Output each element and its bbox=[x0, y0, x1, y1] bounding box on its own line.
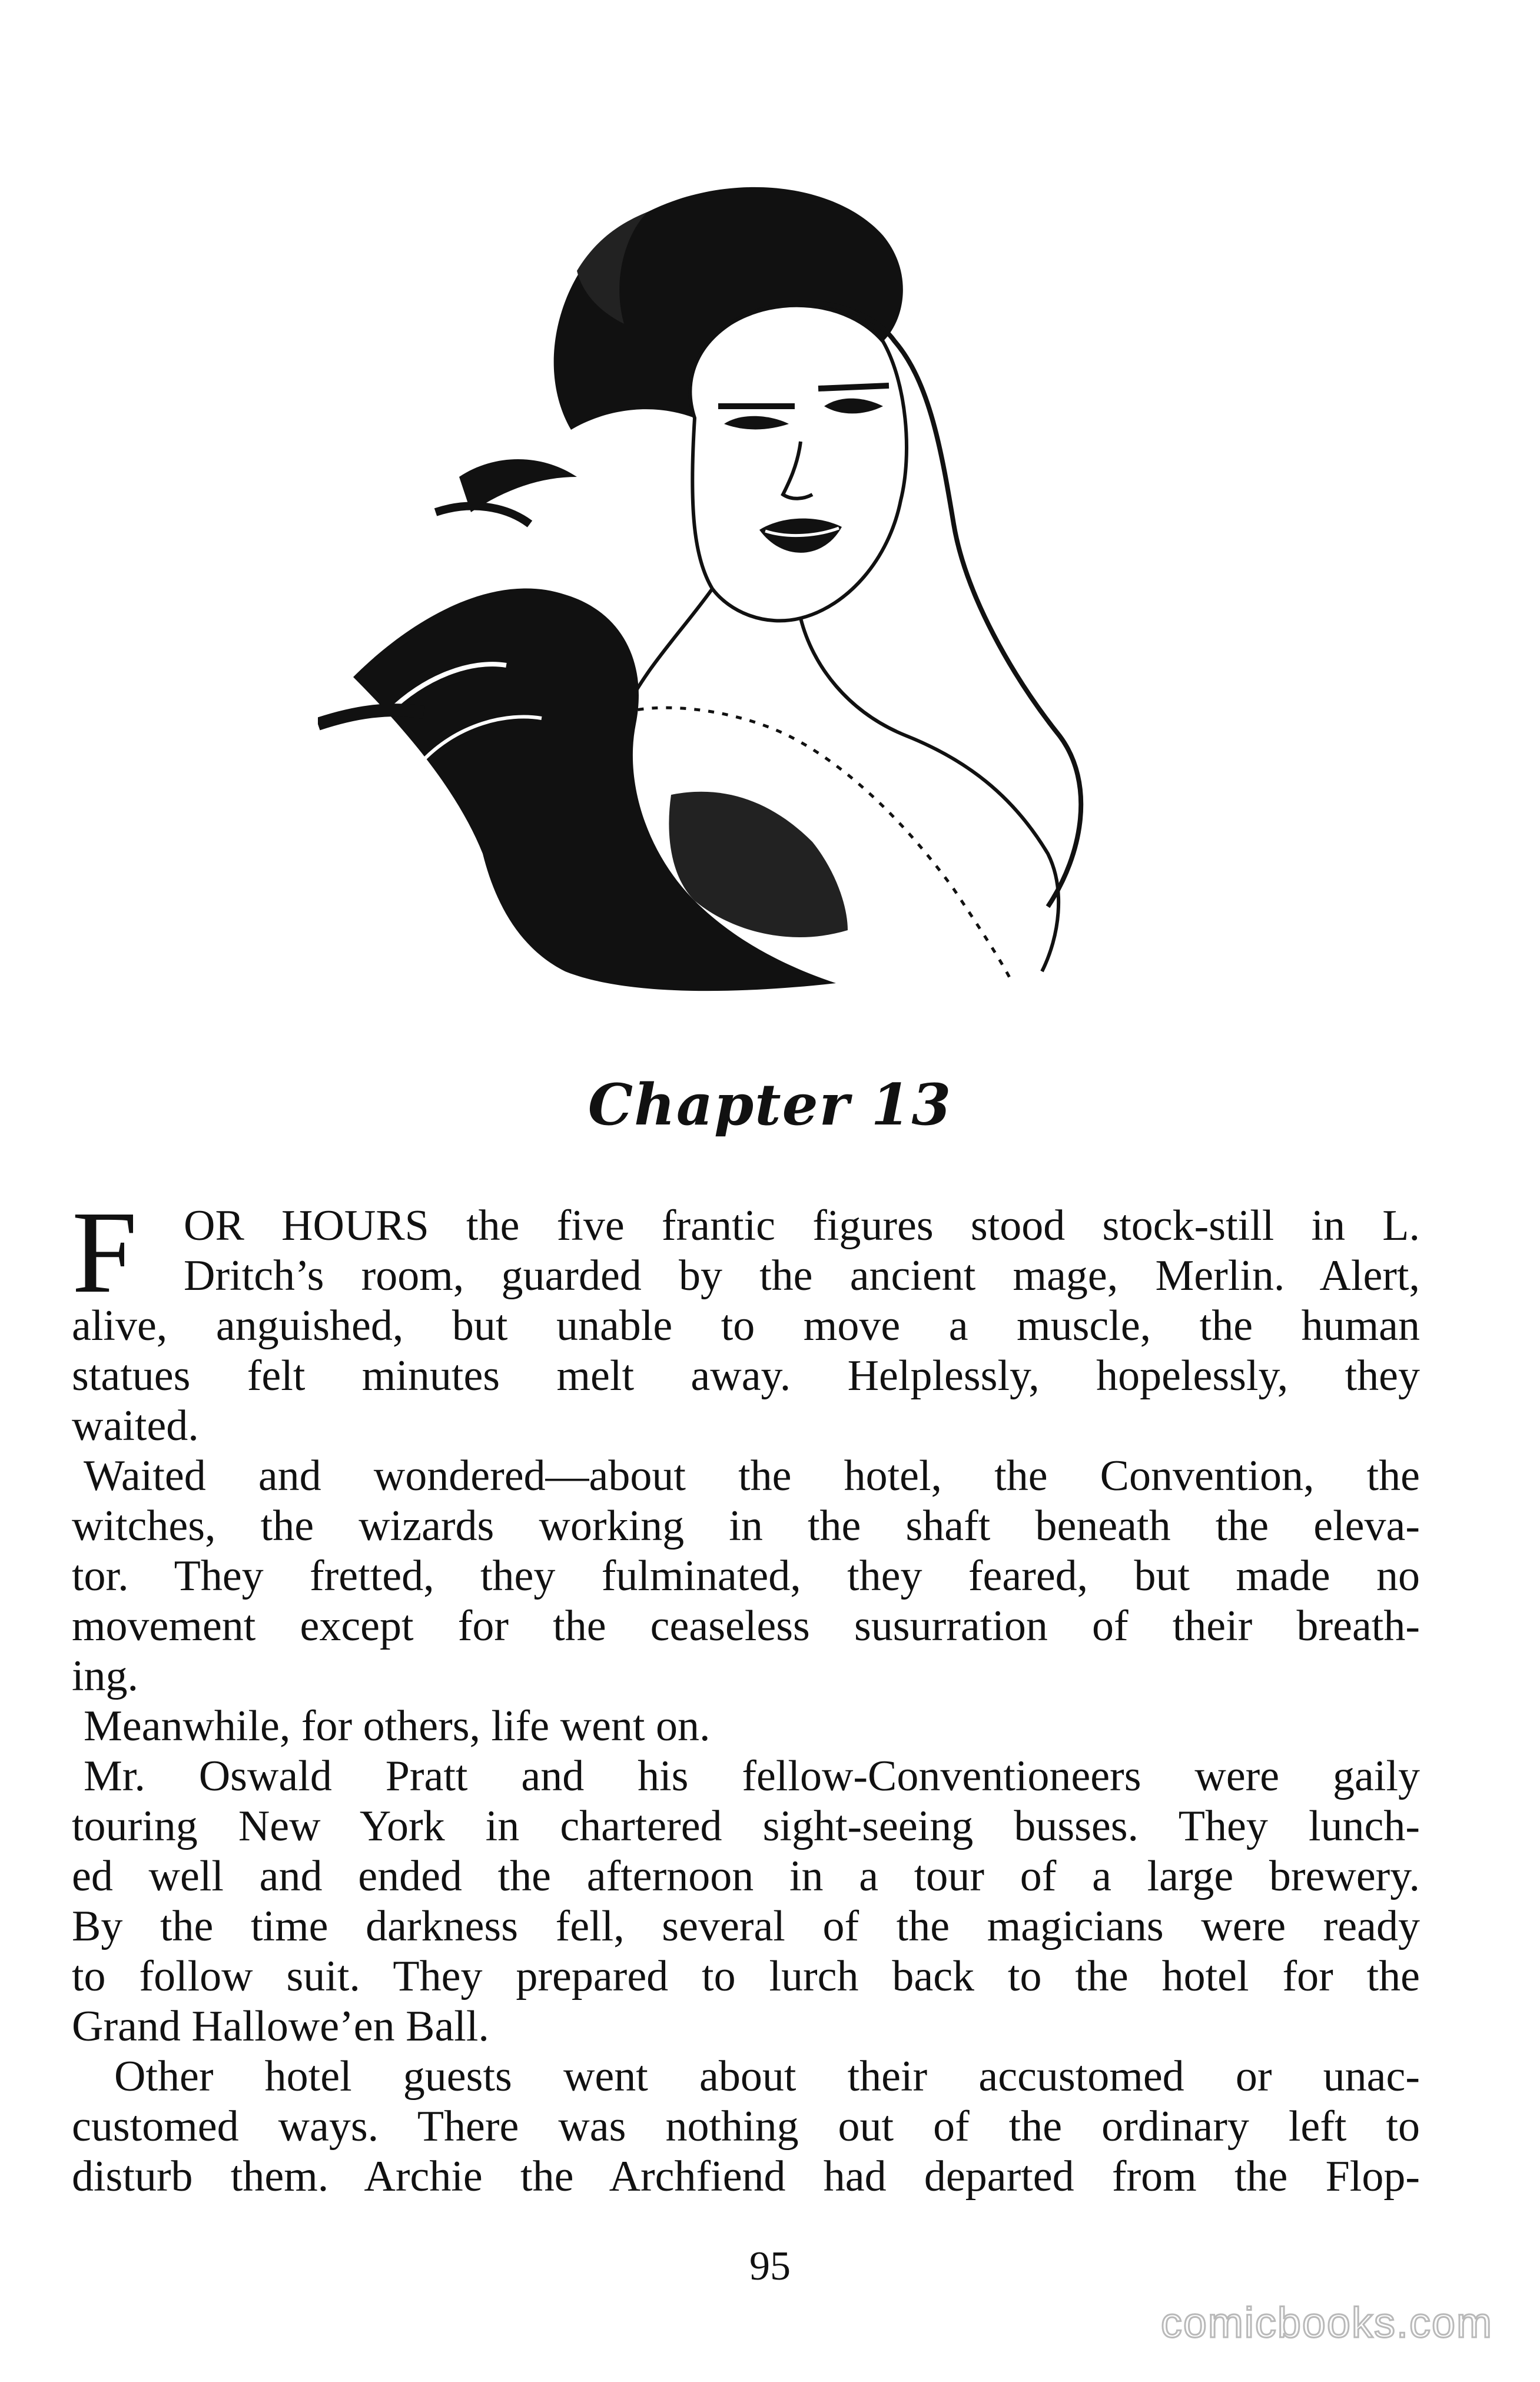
text-line: customed ways. There was nothing out of the ordinary left to bbox=[72, 2102, 1420, 2151]
text-line: Waited and wondered—about the hotel, the Convention, the bbox=[84, 1452, 1420, 1500]
text-line: disturb them. Archie the Archfiend had departed from the Flop- bbox=[72, 2152, 1420, 2201]
drop-cap: F bbox=[72, 1187, 138, 1318]
text-line: ing. bbox=[72, 1652, 139, 1700]
text-line: statues felt minutes melt away. Helplessly, hopelessly, they bbox=[72, 1352, 1420, 1400]
text-line: movement except for the ceaseless susurration of their breath- bbox=[72, 1602, 1420, 1650]
text-line: waited. bbox=[72, 1402, 199, 1450]
text-line: touring New York in chartered sight-seeing busses. They lunch- bbox=[72, 1802, 1420, 1850]
text-line: OR HOURS the five frantic figures stood stock-still in L. bbox=[184, 1202, 1420, 1250]
text-line: Mr. Oswald Pratt and his fellow-Conventioneers were gaily bbox=[84, 1752, 1420, 1800]
text-line: Meanwhile, for others, life went on. bbox=[84, 1702, 711, 1750]
watermark: comicbooks.com bbox=[1160, 2300, 1493, 2347]
text-line: Grand Hallowe’en Ball. bbox=[72, 2002, 489, 2051]
text-line: witches, the wizards working in the shaft beneath the eleva- bbox=[72, 1502, 1420, 1550]
text-line: to follow suit. They prepared to lurch back to the hotel for the bbox=[72, 1952, 1420, 2001]
text-line: ed well and ended the afternoon in a tour of a large brewery. bbox=[72, 1852, 1420, 1900]
text-line: Other hotel guests went about their accustomed or unac- bbox=[114, 2052, 1420, 2101]
woman-portrait-illustration bbox=[318, 147, 1130, 1019]
text-line: By the time darkness fell, several of the magicians were ready bbox=[72, 1902, 1420, 1950]
chapter-body bbox=[72, 1187, 1420, 2202]
text-line: Dritch’s room, guarded by the ancient mage, Merlin. Alert, bbox=[184, 1252, 1420, 1300]
page-number: 95 bbox=[749, 2244, 791, 2289]
text-line: alive, anguished, but unable to move a muscle, the human bbox=[72, 1302, 1420, 1350]
text-line: tor. They fretted, they fulminated, they feared, but made no bbox=[72, 1552, 1420, 1600]
chapter-title: Chapter 13 bbox=[588, 1071, 952, 1138]
